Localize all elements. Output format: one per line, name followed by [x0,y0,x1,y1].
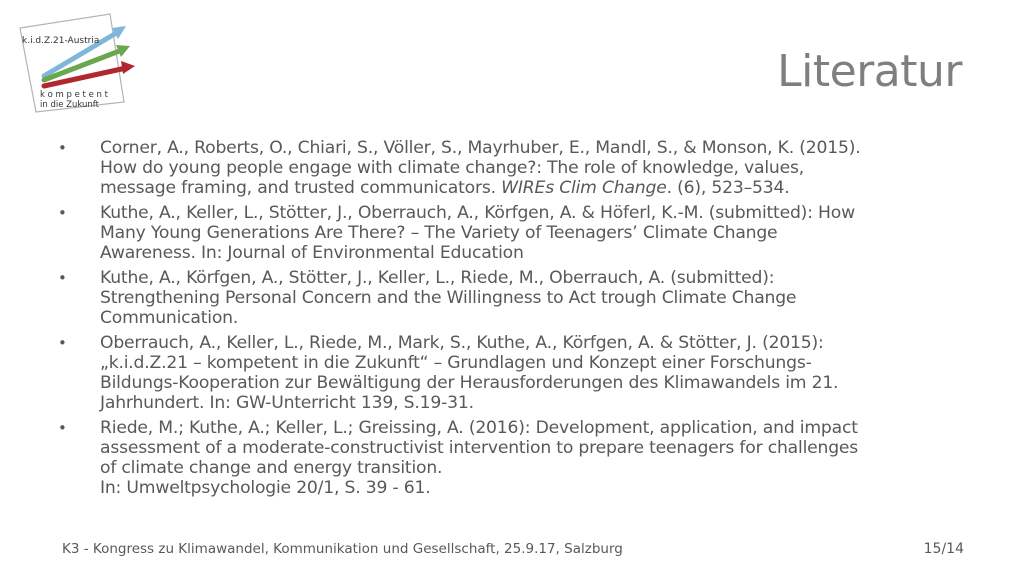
reference-line: In: Umweltpsychologie 20/1, S. 39 - 61. [100,478,431,498]
reference-item [58,333,966,413]
bullet: • [58,334,67,352]
reference-line: Corner, A., Roberts, O., Chiari, S., Völler, S., Mayrhuber, E., Mandl, S., & Monson, K. (2015). [100,138,861,158]
page-number: 15/14 [923,541,964,557]
reference-line [100,178,966,198]
logo-tagline-1: k o m p e t e n t [40,90,108,100]
reference-text: message framing, and trusted communicators. [100,178,502,198]
logo-name: k.i.d.Z.21-Austria [22,36,100,46]
bullet: • [58,204,67,222]
reference-item [58,418,966,498]
reference-line: Awareness. In: Journal of Environmental Education [100,243,524,263]
footer-text: K3 - Kongress zu Klimawandel, Kommunikation und Gesellschaft, 25.9.17, Salzburg [62,541,623,557]
reference-list [58,138,966,503]
slide-title: Literatur [777,46,962,97]
reference-line: Strengthening Personal Concern and the Willingness to Act trough Climate Change [100,288,797,308]
reference-item [58,138,966,198]
bullet: • [58,269,67,287]
reference-line: Kuthe, A., Körfgen, A., Stötter, J., Keller, L., Riede, M., Oberrauch, A. (submitted): [100,268,775,288]
reference-line: Jahrhundert. In: GW-Unterricht 139, S.19-31. [100,393,474,413]
reference-line: Many Young Generations Are There? – The Variety of Teenagers’ Climate Change [100,223,778,243]
logo-graphic [14,6,144,114]
reference-line: Communication. [100,308,239,328]
reference-text: . (6), 523–534. [666,178,790,198]
reference-line: Bildungs-Kooperation zur Bewältigung der Herausforderungen des Klimawandels im 21. [100,373,839,393]
reference-line: Riede, M.; Kuthe, A.; Keller, L.; Greissing, A. (2016): Development, application, and impact [100,418,858,438]
journal-name: WIREs Clim Change [501,178,667,198]
reference-line: „k.i.d.Z.21 – kompetent in die Zukunft“ – Grundlagen und Konzept einer Forschungs- [100,353,812,373]
reference-line: assessment of a moderate-constructivist intervention to prepare teenagers for challenges [100,438,859,458]
reference-line: of climate change and energy transition. [100,458,443,478]
kidz21-logo [14,6,144,114]
reference-line: How do young people engage with climate change?: The role of knowledge, values, [100,158,805,178]
bullet: • [58,419,67,437]
reference-line: Kuthe, A., Keller, L., Stötter, J., Oberrauch, A., Körfgen, A. & Höferl, K.-M. (submitted): How [100,203,855,223]
reference-item [58,203,966,263]
bullet: • [58,139,67,157]
reference-item [58,268,966,328]
logo-tagline-2: in die Zukunft [40,100,99,110]
reference-line: Oberrauch, A., Keller, L., Riede, M., Mark, S., Kuthe, A., Körfgen, A. & Stötter, J. (2015): [100,333,824,353]
